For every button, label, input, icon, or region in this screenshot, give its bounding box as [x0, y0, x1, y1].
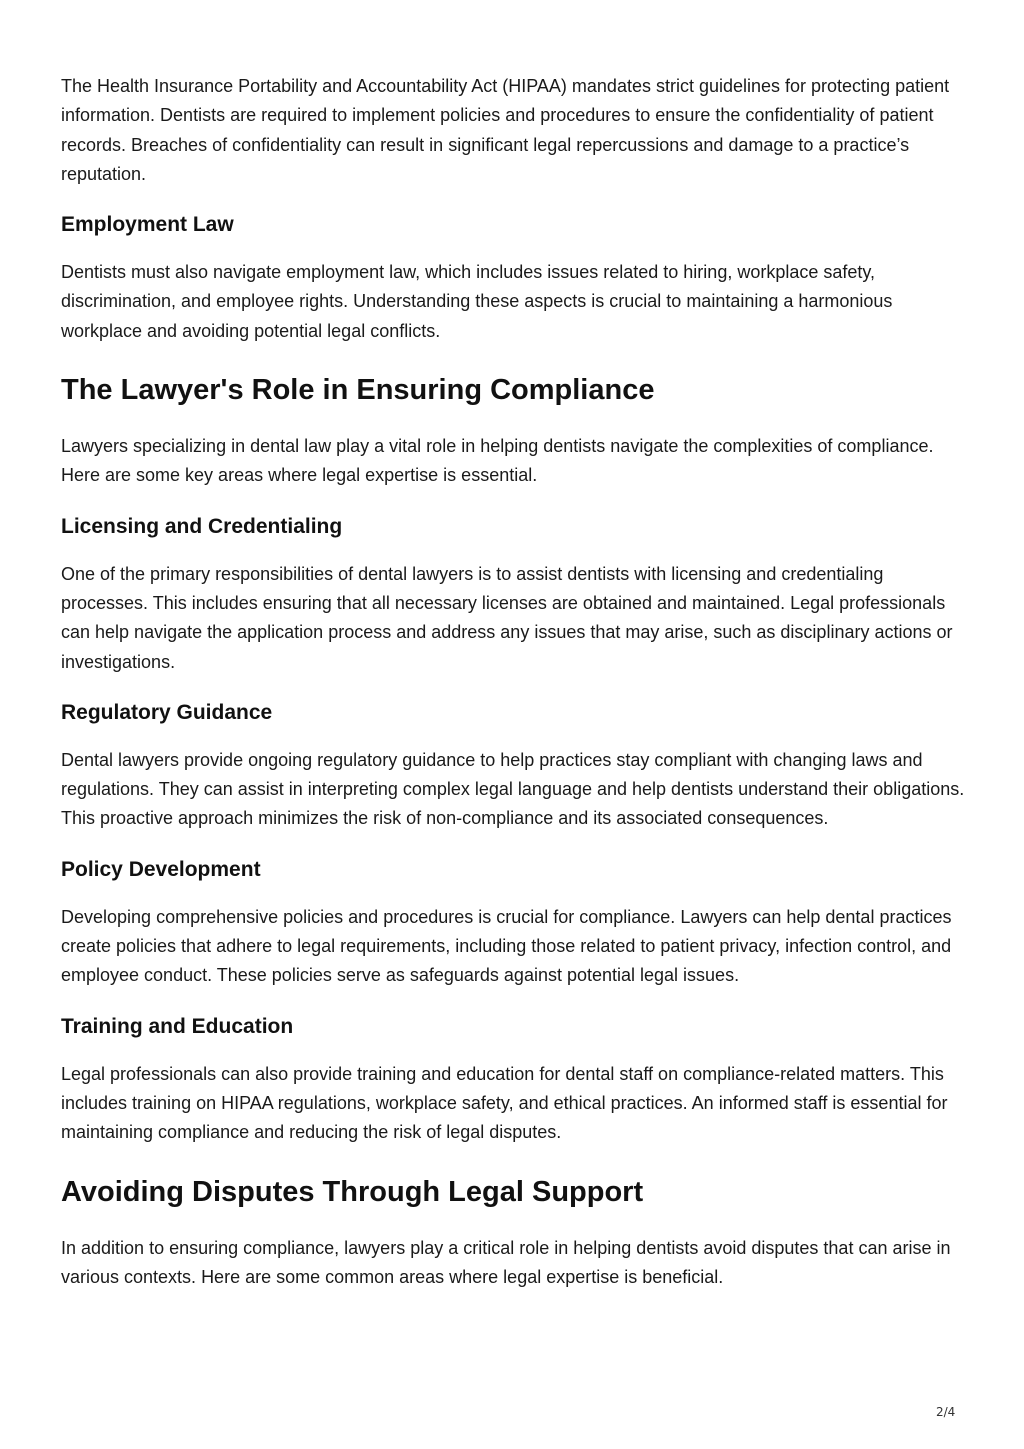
- paragraph-regulatory-guidance: Dental lawyers provide ongoing regulatory guidance to help practices stay compliant with changing laws and regulations. They can assist in interpreting complex legal language and help dentists understand their obligations. This proactive approach minimizes the risk of non-compliance and its associated consequences.: [61, 749, 965, 829]
- intro-paragraph: The Health Insurance Portability and Accountability Act (HIPAA) mandates strict guidelines for protecting patient information. Dentists are required to implement policies and procedures to ensure the confidentiality of patient records. Breaches of confidentiality can result in significant legal repercussions and damage to a practice’s reputation.: [61, 76, 950, 184]
- paragraph-policy-development: Developing comprehensive policies and procedures is crucial for compliance. Lawyers can help dental practices create policies that adhere to legal requirements, including those related to patient privacy, infection control, and employee conduct. These policies serve as safeguards against potential legal issues.: [61, 906, 952, 986]
- paragraph-training-education: Legal professionals can also provide training and education for dental staff on compliance-related matters. This includes training on HIPAA regulations, workplace safety, and ethical practices. An informed staff is essential for maintaining compliance and reducing the risk of legal disputes.: [61, 1063, 948, 1143]
- heading-employment-law: Employment Law: [61, 213, 234, 237]
- heading-policy-development: Policy Development: [61, 857, 261, 881]
- paragraph-lawyers-role: Lawyers specializing in dental law play a vital role in helping dentists navigate the complexities of compliance. Here are some key areas where legal expertise is essential.: [61, 436, 934, 486]
- document-page: [61, 72, 966, 1292]
- heading-lawyers-role: The Lawyer's Role in Ensuring Compliance: [61, 374, 655, 407]
- page-number: 2/4: [936, 1405, 956, 1419]
- heading-avoiding-disputes: Avoiding Disputes Through Legal Support: [61, 1175, 644, 1208]
- paragraph-employment-law: Dentists must also navigate employment law, which includes issues related to hiring, workplace safety, discrimination, and employee rights. Understanding these aspects is crucial to maintaining a harmonious workplace and avoiding potential legal conflicts.: [61, 262, 893, 341]
- heading-regulatory-guidance: Regulatory Guidance: [61, 700, 273, 724]
- heading-licensing: Licensing and Credentialing: [61, 514, 343, 538]
- heading-training-education: Training and Education: [61, 1014, 294, 1038]
- paragraph-avoiding-disputes: In addition to ensuring compliance, lawyers play a critical role in helping dentists avoid disputes that can arise in various contexts. Here are some common areas where legal expertise is beneficial.: [61, 1237, 951, 1287]
- paragraph-licensing: One of the primary responsibilities of dental lawyers is to assist dentists with licensing and credentialing processes. This includes ensuring that all necessary licenses are obtained and maintained. Legal professionals can help navigate the application process and address any issues that may arise, such as disciplinary actions or investigations.: [61, 563, 953, 672]
